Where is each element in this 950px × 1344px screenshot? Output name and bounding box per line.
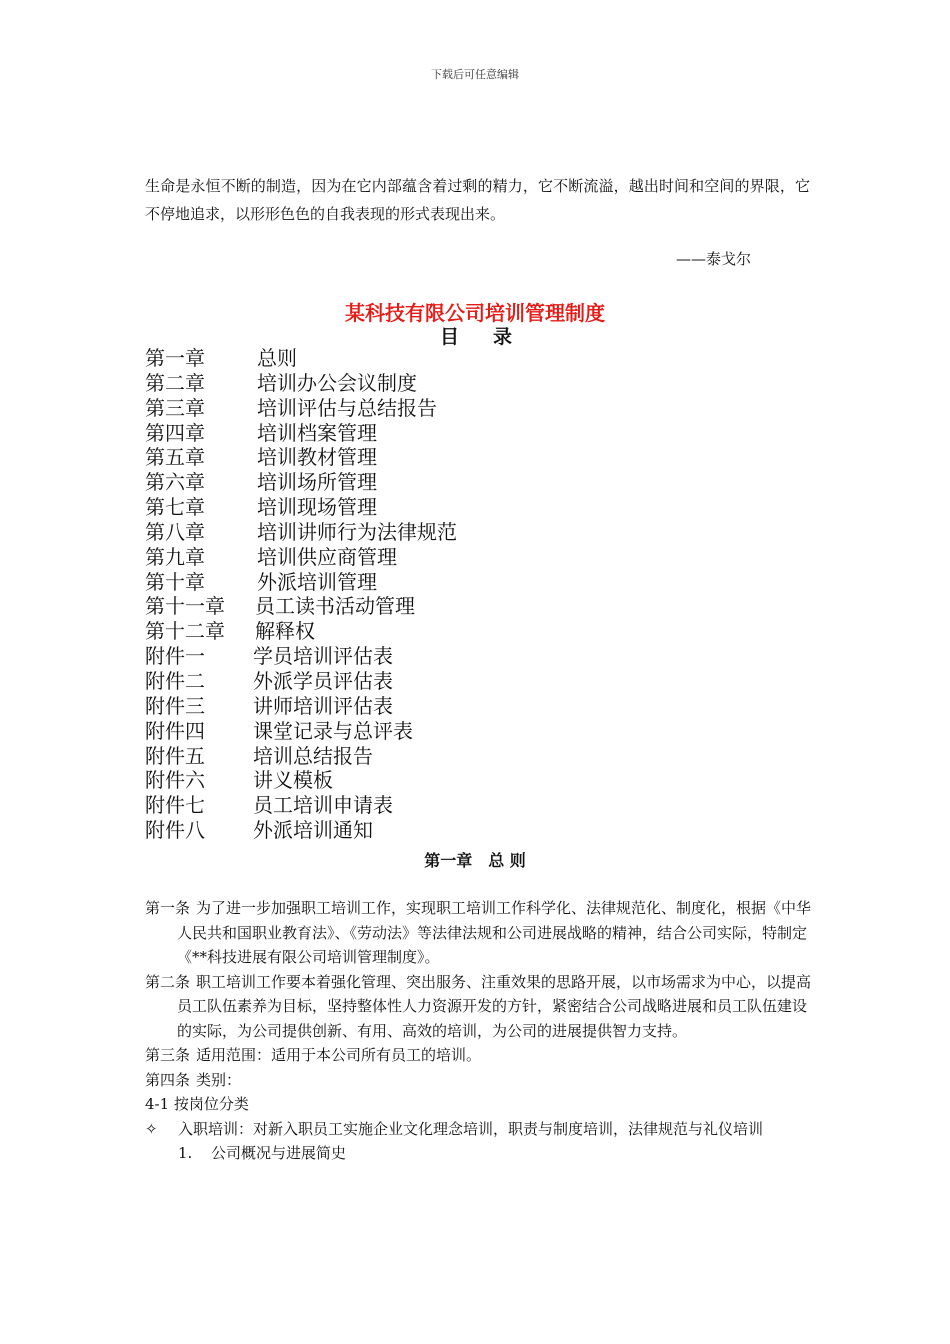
toc-item — [145, 395, 437, 421]
toc-item-title: 培训供应商管理 — [257, 544, 397, 569]
toc-item-number: 第六章 — [145, 470, 205, 495]
toc-item-number: 第五章 — [145, 445, 205, 470]
item-number: 1. — [178, 1144, 193, 1162]
toc-item-number: 第四章 — [145, 420, 205, 445]
toc-item-number: 第十一章 — [145, 594, 225, 619]
toc-item-number: 第七章 — [145, 495, 205, 520]
toc-item-title: 员工培训申请表 — [253, 793, 393, 818]
toc-item — [145, 569, 377, 595]
epigraph-attribution: ——泰戈尔 — [676, 250, 752, 268]
chapter-heading — [0, 848, 950, 871]
article-label: 第二条 — [145, 972, 191, 991]
toc-item — [145, 544, 397, 570]
article-text: 适用范围：适用于本公司所有员工的培训。 — [196, 1046, 482, 1064]
document-title: 某科技有限公司培训管理制度 — [345, 301, 605, 325]
toc-item — [145, 718, 413, 744]
toc-item — [145, 644, 393, 669]
article-text: 类别： — [196, 1070, 242, 1089]
toc-item-number: 附件六 — [145, 768, 205, 793]
toc-item-number: 第二章 — [145, 370, 205, 395]
toc-item — [145, 743, 373, 769]
subsection-heading: 4-1 按岗位分类 — [145, 1095, 249, 1113]
article-4 — [145, 1068, 815, 1093]
toc-item-title: 培训档案管理 — [257, 420, 377, 445]
toc-item — [145, 519, 457, 545]
toc-item-number: 附件一 — [145, 644, 205, 669]
article-label: 第四条 — [145, 1070, 191, 1089]
toc-item-title: 课堂记录与总评表 — [253, 718, 413, 743]
article-label: 第一条 — [145, 899, 191, 917]
diamond-bullet-icon: ✧ — [145, 1119, 158, 1138]
epigraph-quote: 生命是永恒不断的制造，因为在它内部蕴含着过剩的精力，它不断流溢，越出时间和空间的界限，它不停地追求，以形形色色的自我表现的形式表现出来。 — [145, 177, 810, 223]
toc-item — [145, 594, 415, 619]
toc-item-number: 附件四 — [145, 718, 205, 743]
toc-item — [145, 470, 377, 495]
toc-item-number: 附件三 — [145, 693, 205, 718]
toc-item — [145, 346, 297, 371]
toc-item-number: 第九章 — [145, 544, 205, 569]
toc-item-title: 培训现场管理 — [257, 495, 377, 520]
toc-item-number: 第八章 — [145, 519, 205, 544]
toc-item — [145, 370, 417, 396]
toc-item-title: 培训总结报告 — [253, 743, 373, 768]
table-of-contents — [145, 346, 457, 843]
toc-item-title: 解释权 — [255, 619, 315, 644]
toc-item — [145, 420, 377, 446]
toc-item-title: 总则 — [257, 346, 297, 370]
article-text: 为了进一步加强职工培训工作，实现职工培训工作科学化、法律规范化、制度化，根据《中华人民共和国职业教育法》、《劳动法》等法律法规和公司进展战略的精神，结合公司实际，特制定《**科技进展有限公司培训管理制度》。 — [177, 899, 812, 966]
toc-item-title: 讲师培训评估表 — [253, 693, 393, 718]
toc-item-number: 第三章 — [145, 395, 205, 420]
toc-item-number: 第一章 — [145, 346, 205, 370]
chapter-body — [145, 896, 815, 1166]
bullet-text: 入职培训：对新入职员工实施企业文化理念培训，职责与制度培训，法律规范与礼仪培训 — [178, 1119, 764, 1138]
numbered-item — [145, 1141, 815, 1166]
toc-item-number: 第十章 — [145, 569, 205, 594]
toc-item-title: 培训场所管理 — [257, 470, 377, 495]
toc-item-title: 外派培训管理 — [257, 569, 377, 594]
toc-item-title: 员工读书活动管理 — [255, 594, 415, 619]
toc-item — [145, 495, 377, 520]
toc-item — [145, 768, 333, 793]
toc-item-number: 附件五 — [145, 743, 205, 768]
article-text: 职工培训工作要本着强化管理、突出服务、注重效果的思路开展，以市场需求为中心，以提高员工队伍素养为目标，坚持整体性人力资源开发的方针，紧密结合公司战略进展和员工队伍建设的实际，为公司提供创新、有用、高效的培训，为公司的进展提供智力支持。 — [177, 972, 812, 1040]
toc-item-title: 讲义模板 — [253, 768, 333, 793]
article-1 — [145, 896, 815, 970]
toc-item-title: 培训讲师行为法律规范 — [257, 519, 457, 544]
toc-item-number: 附件七 — [145, 793, 205, 818]
toc-item-title: 培训办公会议制度 — [257, 370, 417, 395]
toc-item-title: 培训评估与总结报告 — [257, 395, 437, 420]
toc-item — [145, 818, 373, 843]
toc-item-number: 第十二章 — [145, 619, 225, 644]
chapter-title: 总 则 — [488, 851, 526, 870]
toc-item-title: 外派培训通知 — [253, 818, 373, 843]
toc-item-title: 学员培训评估表 — [253, 644, 393, 669]
toc-item — [145, 445, 377, 470]
toc-item — [145, 693, 393, 719]
toc-item-number: 附件八 — [145, 818, 205, 843]
header-note: 下载后可任意编辑 — [431, 68, 519, 81]
toc-item-number: 附件二 — [145, 668, 205, 693]
toc-item-title: 外派学员评估表 — [253, 668, 393, 693]
article-3 — [145, 1043, 815, 1068]
item-text: 公司概况与进展简史 — [211, 1144, 347, 1162]
toc-item — [145, 793, 393, 818]
article-2 — [145, 970, 815, 1044]
bullet-item — [145, 1117, 815, 1142]
toc-item-title: 培训教材管理 — [257, 445, 377, 470]
toc-item — [145, 668, 393, 694]
toc-heading: 目录 — [440, 326, 547, 348]
toc-item — [145, 619, 315, 644]
article-label: 第三条 — [145, 1046, 191, 1064]
chapter-label: 第一章 — [424, 851, 473, 870]
